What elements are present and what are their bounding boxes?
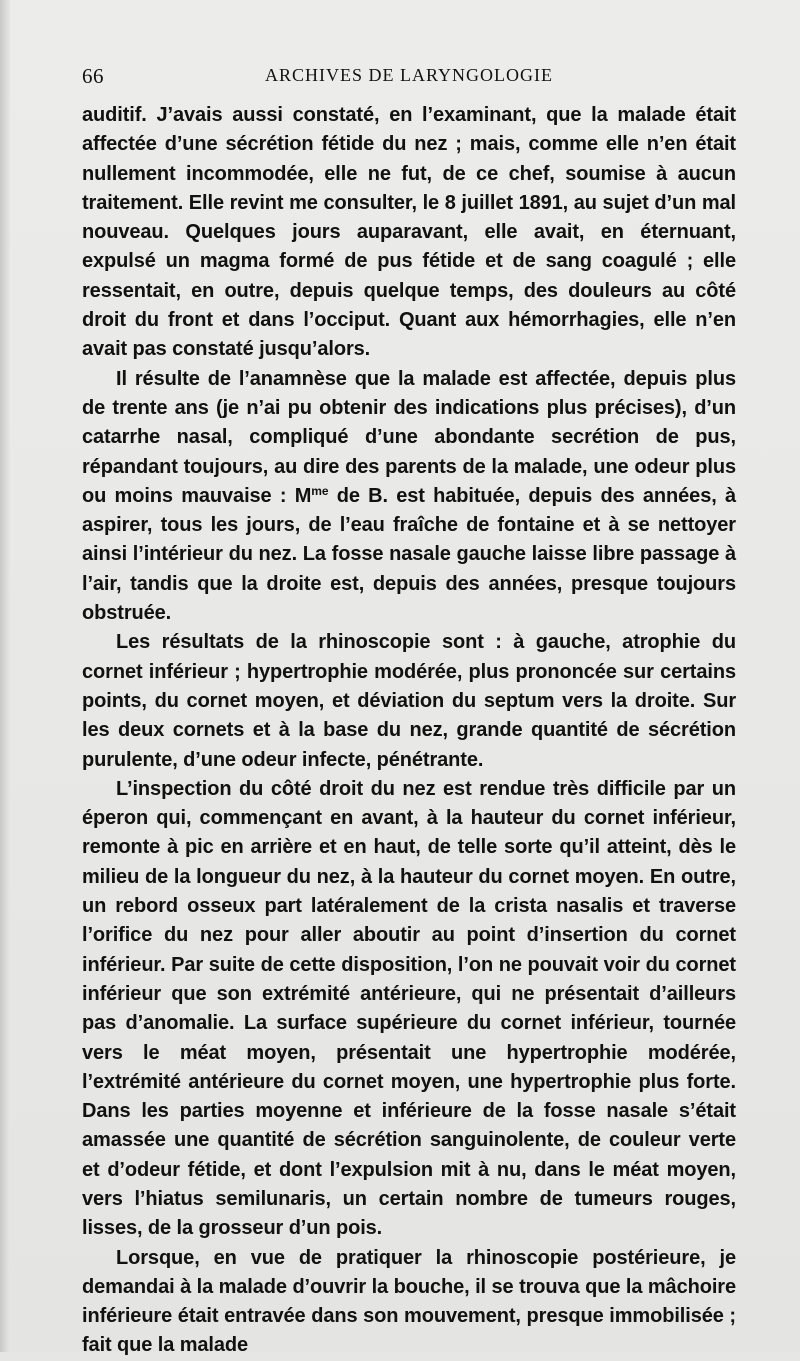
running-head (82, 64, 736, 90)
paragraph-2-part-2: de B. est habituée, depuis des années, à aspirer, tous les jours, de l’eau fraîche de fontaine et à se nettoyer ainsi l’intérieur du nez. La fosse nasale gauche laisse libre passage à l’air, tandis que la droite est, depuis des années, presque toujours obstruée. (82, 484, 736, 625)
paragraph-2-part-1: Il résulte de l’anamnèse que la malade est affectée, depuis plus de trente ans (je n’ai pu obtenir des indications plus précises), d’un catarrhe nasal, compliqué d’une abondante secrétion de pus, répandant toujours, au dire des parents de la malade, une odeur plus ou moins mauvaise : M (82, 367, 736, 507)
body-text (82, 101, 736, 1361)
abbreviation-superscript: me (311, 483, 329, 498)
paragraph-3: Les résultats de la rhinoscopie sont : à gauche, atrophie du cornet inférieur ; hypertrophie modérée, plus prononcée sur certains points, du cornet moyen, et déviation du septum vers la droite. Sur les deux cornets et à la base du nez, grande quantité de sécrétion purulente, d’une odeur infecte, pénétrante. (82, 631, 736, 771)
paragraph-5: Lorsque, en vue de pratiquer la rhinoscopie postérieure, je demandai à la malade d’ouvrir la bouche, il se trouva que la mâchoire inférieure était entravée dans son mouvement, presque immobilisée ; fait que la malade (82, 1246, 736, 1357)
journal-title: ARCHIVES DE LARYNGOLOGIE (265, 65, 553, 85)
page-number: 66 (82, 64, 104, 88)
paragraph-1: auditif. J’avais aussi constaté, en l’examinant, que la malade était affectée d’une sécrétion fétide du nez ; mais, comme elle n’en était nullement incommodée, elle ne fut, de ce chef, soumise à aucun traitement. Elle revint me consulter, le 8 juillet 1891, au sujet d’un mal nouveau. Quelques jours auparavant, elle avait, en éternuant, expulsé un magma formé de pus fétide et de sang coagulé ; elle ressentait, en outre, depuis quelque temps, des douleurs au côté droit du front et dans l’occiput. Quant aux hémorrhagies, elle n’en avait pas constaté jusqu’alors. (82, 104, 736, 361)
paragraph-2 (82, 365, 736, 629)
paragraph-4: L’inspection du côté droit du nez est rendue très difficile par un éperon qui, commençant en avant, à la hauteur du cornet inférieur, remonte à pic en arrière et en haut, de telle sorte qu’il atteint, dès le milieu de la longueur du nez, à la hauteur du cornet moyen. En outre, un rebord osseux part latéralement de la crista nasalis et traverse l’orifice du nez pour aller aboutir au point d’insertion du cornet inférieur. Par suite de cette disposition, l’on ne pouvait voir du cornet inférieur que son extrémité antérieure, qui ne présentait d’ailleurs pas d’anomalie. La surface supérieure du cornet inférieur, tournée vers le méat moyen, présentait une hypertrophie modérée, l’extrémité antérieure du cornet moyen, une hypertrophie plus forte. Dans les parties moyenne et inférieure de la fosse nasale s’était amassée une quantité de sécrétion sanguinolente, de couleur verte et d’odeur fétide, et dont l’expulsion mit à nu, dans le méat moyen, vers l’hiatus semilunaris, un certain nombre de tumeurs rouges, lisses, de la grosseur d’un pois. (82, 777, 736, 1240)
page-gutter-shadow (0, 0, 10, 1352)
